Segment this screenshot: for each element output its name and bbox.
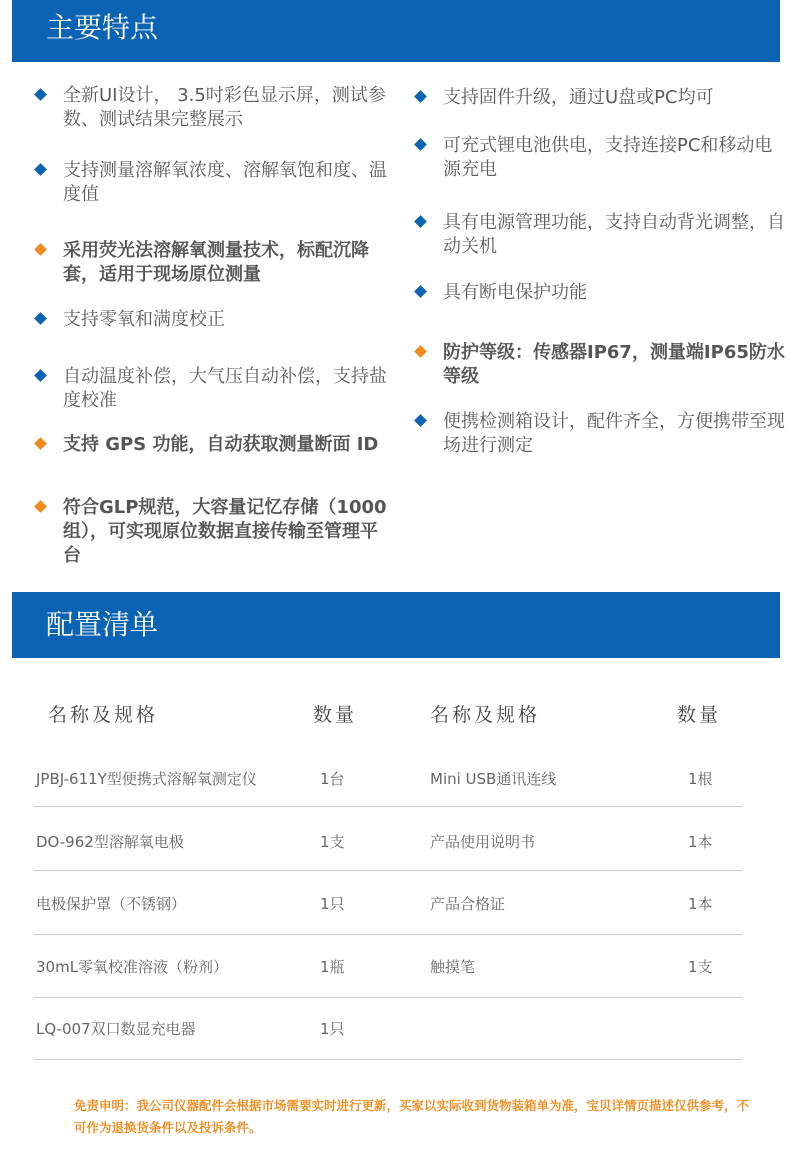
blue-diamond-icon (414, 90, 427, 103)
feature-text: 支持固件升级，通过U盘或PC均可 (443, 87, 714, 108)
feature-text: 支持零氧和满度校正 (63, 309, 225, 330)
feature-item (30, 308, 390, 332)
row-divider (34, 997, 394, 998)
feature-text: 具有断电保护功能 (443, 282, 587, 303)
item-qty: 1本 (688, 895, 713, 913)
feature-item (410, 86, 785, 110)
item-name: Mini USB通讯连线 (430, 770, 557, 788)
item-qty: 1支 (320, 833, 345, 851)
row-divider (34, 870, 394, 871)
row-divider (394, 1059, 742, 1060)
feature-item (410, 134, 785, 182)
blue-diamond-icon (34, 163, 47, 176)
item-name: JPBJ-611Y型便携式溶解氧测定仪 (36, 770, 257, 788)
blue-diamond-icon (34, 312, 47, 325)
row-divider (394, 806, 742, 807)
feature-text: 可充式锂电池供电，支持连接PC和移动电源充电 (443, 135, 773, 180)
blue-diamond-icon (414, 138, 427, 151)
feature-text: 防护等级：传感器IP67，测量端IP65防水等级 (443, 342, 785, 387)
row-divider (34, 934, 394, 935)
header-name-left: 名称及规格 (48, 704, 159, 726)
row-divider (34, 1059, 394, 1060)
item-name: 触摸笔 (430, 958, 476, 976)
feature-item (30, 84, 390, 132)
blue-diamond-icon (34, 369, 47, 382)
feature-item (410, 281, 785, 305)
feature-item (410, 211, 785, 259)
feature-item (30, 239, 390, 287)
features-title: 主要特点 (46, 11, 159, 44)
config-title: 配置清单 (46, 608, 159, 641)
row-divider (394, 870, 742, 871)
orange-diamond-icon (414, 345, 427, 358)
header-name-right: 名称及规格 (430, 704, 541, 726)
header-qty-right: 数量 (677, 704, 722, 726)
item-name: 产品使用说明书 (430, 833, 536, 851)
orange-diamond-icon (34, 500, 47, 513)
config-banner (12, 592, 780, 658)
features-banner (12, 0, 780, 62)
item-qty: 1根 (688, 770, 713, 788)
item-qty: 1瓶 (320, 958, 345, 976)
feature-item (410, 410, 785, 458)
blue-diamond-icon (414, 215, 427, 228)
item-name: 30mL零氧校准溶液（粉剂） (36, 958, 229, 976)
header-qty-left: 数量 (313, 704, 358, 726)
item-qty: 1只 (320, 1020, 345, 1038)
feature-text: 全新UI设计， 3.5吋彩色显示屏，测试参数、测试结果完整展示 (63, 85, 386, 130)
item-name: DO-962型溶解氧电极 (36, 833, 184, 851)
blue-diamond-icon (414, 285, 427, 298)
feature-text: 便携检测箱设计，配件齐全，方便携带至现场进行测定 (443, 411, 785, 456)
item-qty: 1台 (320, 770, 345, 788)
feature-item (30, 433, 390, 457)
feature-item (410, 341, 785, 389)
feature-text: 支持 GPS 功能，自动获取测量断面 ID (63, 434, 379, 455)
item-qty: 1本 (688, 833, 713, 851)
blue-diamond-icon (34, 88, 47, 101)
feature-text: 支持测量溶解氧浓度、溶解氧饱和度、温度值 (63, 160, 387, 205)
orange-diamond-icon (34, 437, 47, 450)
feature-text: 符合GLP规范，大容量记忆存储（1000组），可实现原位数据直接传输至管理平台 (63, 497, 387, 566)
feature-text: 具有电源管理功能，支持自动背光调整，自动关机 (443, 212, 785, 257)
item-name: LQ-007双口数显充电器 (36, 1020, 196, 1038)
orange-diamond-icon (34, 243, 47, 256)
disclaimer-text: 免责申明：我公司仪器配件会根据市场需要实时进行更新，买家以实际收到货物装箱单为准，宝贝详情页描述仅供参考，不可作为退换货条件以及投诉条件。 (74, 1098, 750, 1135)
row-divider (394, 997, 742, 998)
item-qty: 1只 (320, 895, 345, 913)
item-name: 产品合格证 (430, 895, 506, 913)
feature-item (30, 496, 390, 568)
row-divider (394, 934, 742, 935)
item-name: 电极保护罩（不锈钢） (36, 895, 187, 913)
row-divider (34, 806, 394, 807)
feature-text: 自动温度补偿，大气压自动补偿，支持盐度校准 (63, 366, 387, 411)
feature-item (30, 159, 390, 207)
item-qty: 1支 (688, 958, 713, 976)
feature-text: 采用荧光法溶解氧测量技术，标配沉降套，适用于现场原位测量 (63, 240, 369, 285)
feature-item (30, 365, 390, 413)
blue-diamond-icon (414, 414, 427, 427)
